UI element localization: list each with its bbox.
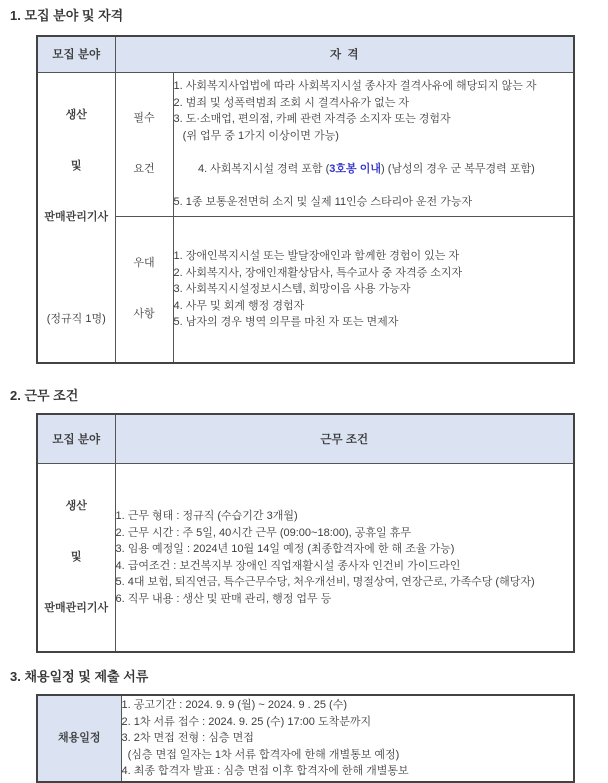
- schedule-item: 3. 2차 면접 전형 : 심층 면접: [121, 732, 254, 745]
- qual-header-field: 모집 분야: [37, 36, 115, 72]
- work-item: 1. 근무 형태 : 정규직 (수습기간 3개월): [115, 510, 298, 522]
- required-item-note: (위 업무 중 1가지 이상이면 가능): [173, 129, 339, 142]
- preferred-label-line: 사항: [133, 308, 155, 321]
- schedule-item: 1. 공고기간 : 2024. 9. 9 (월) ~ 2024. 9 . 25 (수): [121, 699, 347, 712]
- work-item: 2. 근무 시간 : 주 5일, 40시간 근무 (09:00~18:00), 공휴일 휴무: [115, 526, 411, 539]
- field-headcount: (정규직 1명): [46, 312, 106, 325]
- preferred-item: 3. 사회복지시설정보시스템, 희망이음 사용 가능자: [173, 283, 411, 296]
- required-item: 5. 1종 보통운전면허 소지 및 실제 11인승 스타리아 운전 가능자: [173, 195, 473, 208]
- qual-field-cell: [37, 72, 115, 363]
- qual-header-qualification: 자 격: [115, 36, 574, 72]
- preferred-items-cell: [173, 217, 574, 363]
- work-header-field: 모집 분야: [37, 414, 115, 464]
- field-name-line: 생산: [65, 500, 87, 512]
- work-conditions-table: [36, 413, 575, 654]
- preferred-item: 4. 사무 및 회계 행정 경험자: [173, 299, 305, 312]
- section3-title: 3. 채용일정 및 제출 서류: [10, 669, 149, 684]
- work-item: 5. 4대 보험, 퇴직연금, 특수근무수당, 처우개선비, 명절상여, 연장근로, 가족수당 (해당자): [115, 576, 535, 588]
- preferred-label-line: 우대: [133, 257, 155, 270]
- schedule-label-cell: 채용일정: [37, 695, 121, 782]
- work-item: 3. 임용 예정일 : 2024년 10월 14일 예정 (최종합격자에 한 해 조율 가능): [115, 543, 455, 555]
- work-item: 4. 급여조건 : 보건복지부 장애인 직업재활시설 종사자 인건비 가이드라인: [115, 559, 461, 572]
- qualifications-table: [36, 35, 575, 364]
- required-item: 1. 사회복지사업법에 따라 사회복지시설 종사자 결격사유에 해당되지 않는 자: [173, 80, 537, 93]
- required-item4-pre: 4. 사회복지시설 경력 포함 (: [197, 162, 330, 175]
- preferred-item: 1. 장애인복지시설 또는 발달장애인과 함께한 경험이 있는 자: [173, 250, 460, 263]
- required-label-cell: [115, 72, 173, 217]
- preferred-item: 2. 사회복지사, 장애인재활상담사, 특수교사 중 자격증 소지자: [173, 266, 463, 279]
- schedule-item: 4. 최종 합격자 발표 : 심층 면접 이후 합격자에 한해 개별통보: [121, 765, 409, 778]
- field-name-line: 및: [70, 551, 82, 563]
- required-label-line: 필수: [133, 112, 155, 125]
- schedule-items-cell: [121, 695, 574, 782]
- required-items-cell: [173, 72, 574, 217]
- required-item: [174, 144, 574, 194]
- section2-title: 2. 근무 조건: [10, 387, 79, 403]
- required-item: 3. 도·소매업, 편의점, 카페 관련 자격증 소지자 또는 경험자: [173, 113, 451, 126]
- required-item4-highlight: 3호봉 이내: [329, 162, 381, 175]
- preferred-label-cell: [115, 217, 173, 363]
- work-field-cell: [37, 464, 115, 653]
- required-item: 2. 범죄 및 성폭력범죄 조회 시 결격사유가 없는 자: [173, 96, 410, 109]
- required-item4-post: ) (남성의 경우 군 복무경력 포함): [380, 162, 535, 175]
- schedule-item: 2. 1차 서류 접수 : 2024. 9. 25 (수) 17:00 도착분까지: [121, 715, 372, 728]
- work-item: 6. 직무 내용 : 생산 및 판매 관리, 행정 업무 등: [115, 592, 332, 605]
- section1-title: 1. 모집 분야 및 자격: [10, 8, 124, 23]
- field-name-line: 판매관리기사: [44, 602, 109, 614]
- schedule-table: [36, 694, 575, 783]
- preferred-item: 5. 남자의 경우 병역 의무를 마친 자 또는 면제자: [173, 316, 399, 329]
- field-name-line: 및: [70, 159, 82, 172]
- field-name-line: 판매관리기사: [44, 210, 109, 223]
- work-header-conditions: 근무 조건: [115, 414, 574, 464]
- schedule-item-note: (심층 면접 일자는 1차 서류 합격자에 한해 개별통보 예정): [121, 748, 400, 761]
- field-spacer: [38, 260, 115, 277]
- required-label-line: 요건: [133, 163, 155, 176]
- field-name-line: 생산: [65, 108, 87, 121]
- work-items-cell: [115, 464, 574, 653]
